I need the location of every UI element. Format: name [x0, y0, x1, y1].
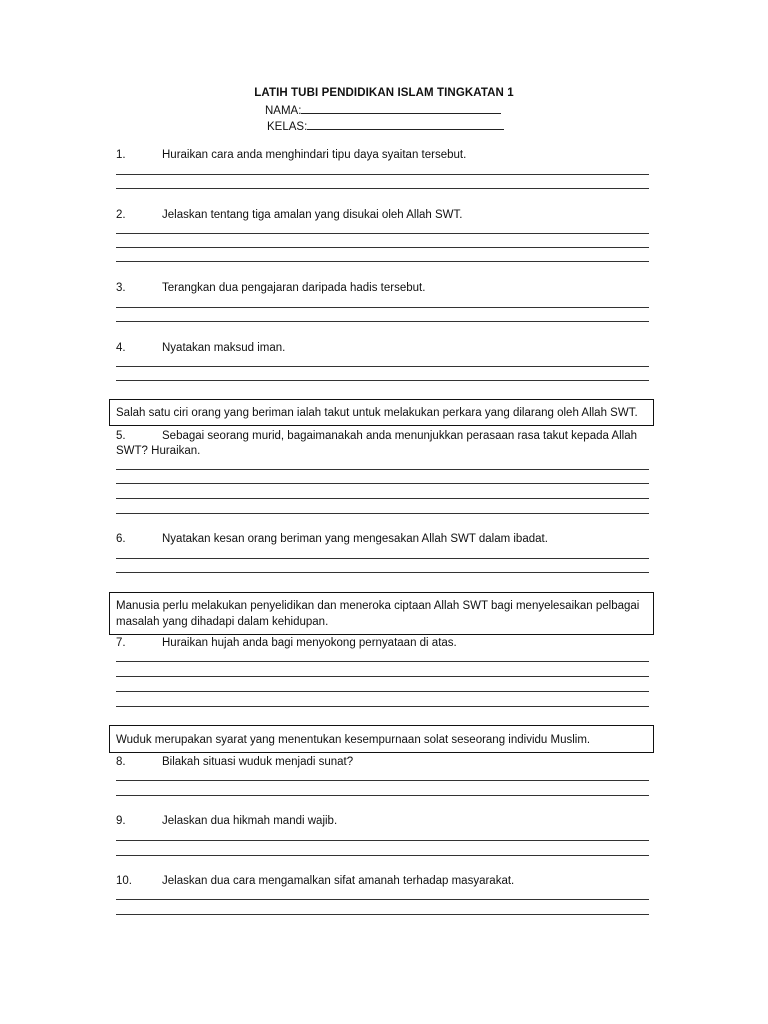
- answer-line[interactable]: [116, 795, 649, 796]
- answer-line[interactable]: [116, 691, 649, 692]
- answer-line[interactable]: [116, 483, 649, 484]
- question-4: [116, 341, 656, 356]
- stimulus-box-3: Wuduk merupakan syarat yang menentukan kesempurnaan solat seseorang individu Muslim.: [109, 725, 654, 753]
- question-text: Nyatakan kesan orang beriman yang mengesakan Allah SWT dalam ibadat.: [162, 533, 548, 545]
- answer-line[interactable]: [116, 661, 649, 662]
- question-8: [116, 755, 656, 770]
- question-number: 5.: [116, 430, 126, 442]
- question-number: 7.: [116, 637, 126, 649]
- question-text: Sebagai seorang murid, bagaimanakah anda menunjukkan perasaan rasa takut kepada Allah SWT? Huraikan.: [116, 430, 638, 457]
- answer-line[interactable]: [116, 899, 649, 900]
- question-text: Huraikan cara anda menghindari tipu daya syaitan tersebut.: [162, 149, 467, 161]
- question-text: Jelaskan dua hikmah mandi wajib.: [162, 815, 338, 827]
- answer-line[interactable]: [116, 261, 649, 262]
- question-number: 1.: [116, 149, 126, 161]
- answer-line[interactable]: [116, 321, 649, 322]
- question-text: Terangkan dua pengajaran daripada hadis tersebut.: [162, 282, 426, 294]
- question-text: Bilakah situasi wuduk menjadi sunat?: [162, 756, 354, 768]
- question-2: [116, 208, 656, 223]
- answer-line[interactable]: [116, 513, 649, 514]
- answer-line[interactable]: [116, 914, 649, 915]
- question-number: 3.: [116, 282, 126, 294]
- name-label: NAMA:: [265, 105, 302, 117]
- answer-line[interactable]: [116, 233, 649, 234]
- question-text: Nyatakan maksud iman.: [162, 342, 286, 354]
- answer-line[interactable]: [116, 840, 649, 841]
- answer-line[interactable]: [116, 780, 649, 781]
- answer-line[interactable]: [116, 380, 649, 381]
- answer-line[interactable]: [116, 558, 649, 559]
- answer-line[interactable]: [116, 572, 649, 573]
- class-label: KELAS:: [267, 121, 308, 133]
- question-3: [116, 281, 656, 296]
- question-9: [116, 814, 656, 829]
- worksheet-title: LATIH TUBI PENDIDIKAN ISLAM TINGKATAN 1: [254, 87, 514, 99]
- question-text: Huraikan hujah anda bagi menyokong pernyataan di atas.: [162, 637, 457, 649]
- stimulus-box-1: Salah satu ciri orang yang beriman ialah takut untuk melakukan perkara yang dilarang oleh Allah SWT.: [109, 399, 654, 426]
- question-7: [116, 636, 656, 651]
- answer-line[interactable]: [116, 706, 649, 707]
- question-6: [116, 532, 656, 547]
- answer-line[interactable]: [116, 676, 649, 677]
- answer-line[interactable]: [116, 247, 649, 248]
- question-text: Jelaskan tentang tiga amalan yang disukai oleh Allah SWT.: [162, 209, 463, 221]
- answer-line[interactable]: [116, 174, 649, 175]
- question-text: Jelaskan dua cara mengamalkan sifat amanah terhadap masyarakat.: [162, 875, 515, 887]
- question-number: 6.: [116, 533, 126, 545]
- stimulus-box-2: Manusia perlu melakukan penyelidikan dan meneroka ciptaan Allah SWT bagi menyelesaikan pelbagai masalah yang dihadapi dalam kehidupan.: [109, 592, 654, 635]
- answer-line[interactable]: [116, 469, 649, 470]
- question-number: 4.: [116, 342, 126, 354]
- question-1: [116, 148, 656, 163]
- class-blank-line[interactable]: [307, 118, 504, 130]
- class-field: [267, 118, 504, 133]
- question-10: [116, 874, 656, 889]
- question-number: 10.: [116, 875, 132, 887]
- answer-line[interactable]: [116, 366, 649, 367]
- answer-line[interactable]: [116, 855, 649, 856]
- answer-line[interactable]: [116, 188, 649, 189]
- question-5: [116, 429, 656, 459]
- question-number: 2.: [116, 209, 126, 221]
- name-blank-line[interactable]: [301, 102, 501, 114]
- answer-line[interactable]: [116, 498, 649, 499]
- answer-line[interactable]: [116, 307, 649, 308]
- question-number: 8.: [116, 756, 126, 768]
- name-field: [265, 102, 501, 117]
- question-number: 9.: [116, 815, 126, 827]
